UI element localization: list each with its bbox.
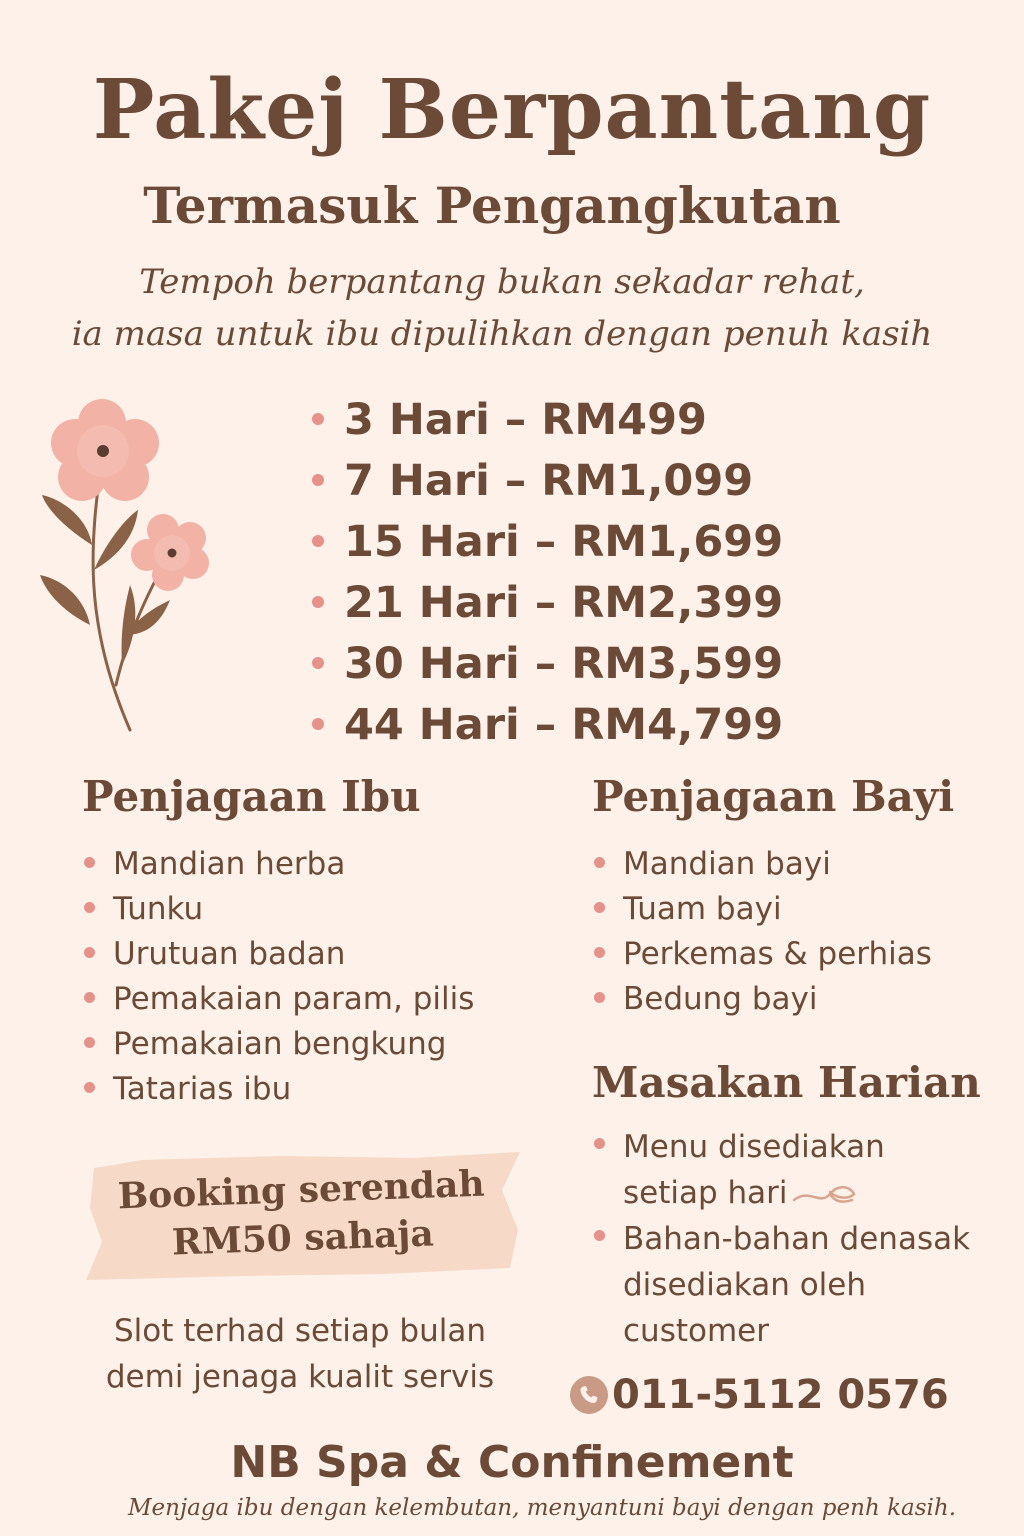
- booking-line-2: RM50 sahaja: [171, 1212, 435, 1264]
- package-item: 3 Hari – RM499: [312, 390, 783, 451]
- bullet-icon: [594, 857, 605, 868]
- contact-phone[interactable]: [570, 1372, 949, 1418]
- package-price-list: [312, 390, 783, 756]
- bullet-icon: [84, 857, 95, 868]
- footer-slogan: Menjaga ibu dengan kelembutan, menyantuni bayi dengan penh kasih.: [127, 1495, 957, 1521]
- bullet-icon: [84, 1037, 95, 1048]
- baby-care-title: Penjagaan Bayi: [592, 772, 955, 821]
- bullet-icon: [84, 992, 95, 1003]
- tagline: [0, 256, 1014, 360]
- bullet-icon: [594, 902, 605, 913]
- slot-note: [70, 1308, 530, 1400]
- package-item: 21 Hari – RM2,399: [312, 573, 783, 634]
- list-item: Perkemas & perhias: [594, 932, 932, 977]
- package-item: 44 Hari – RM4,799: [312, 695, 783, 756]
- booking-offer: [80, 1158, 523, 1269]
- list-item: Pemakaian param, pilis: [84, 977, 474, 1022]
- flower-illustration: [30, 385, 230, 745]
- pink-flower-icon-small: [131, 514, 209, 591]
- bullet-icon: [594, 947, 605, 958]
- list-item: Tuam bayi: [594, 887, 932, 932]
- bullet-icon: [84, 947, 95, 958]
- pink-flower-icon-large: [51, 399, 159, 501]
- booking-line-1: Booking serendah: [117, 1162, 486, 1218]
- phone-number: 011-5112 0576: [612, 1372, 949, 1418]
- list-item: Mandian bayi: [594, 842, 932, 887]
- mother-care-list: [84, 842, 474, 1112]
- bullet-icon: [312, 413, 324, 425]
- list-item: Mandian herba: [84, 842, 474, 887]
- package-item: 30 Hari – RM3,599: [312, 634, 783, 695]
- bullet-icon: [594, 992, 605, 1003]
- page-title: Pakej Berpantang: [92, 62, 932, 158]
- list-item: Bedung bayi: [594, 977, 932, 1022]
- slot-note-line-1: Slot terhad setiap bulan: [114, 1313, 486, 1349]
- daily-meals-list: [594, 1124, 983, 1354]
- daily-meals-title: Masakan Harian: [592, 1058, 981, 1107]
- list-item: Tunku: [84, 887, 474, 932]
- tagline-line-1: Tempoh berpantang bukan sekadar rehat,: [139, 262, 865, 302]
- list-item: Bahan-bahan denasak disediakan oleh customer: [594, 1216, 983, 1354]
- bullet-icon: [312, 535, 324, 547]
- brand-name: NB Spa & Confinement: [230, 1437, 794, 1488]
- ribbon-doodle-icon: [790, 1178, 860, 1208]
- package-item: 15 Hari – RM1,699: [312, 512, 783, 573]
- bullet-icon: [84, 1082, 95, 1093]
- bullet-icon: [312, 657, 324, 669]
- package-item: 7 Hari – RM1,099: [312, 451, 783, 512]
- bullet-icon: [594, 1138, 605, 1149]
- list-item: Tatarias ibu: [84, 1067, 474, 1112]
- page-subtitle: Termasuk Pengangkutan: [143, 176, 841, 235]
- baby-care-list: [594, 842, 932, 1022]
- bullet-icon: [312, 474, 324, 486]
- bullet-icon: [594, 1230, 605, 1241]
- tagline-line-2: ia masa untuk ibu dipulihkan dengan penuh kasih: [71, 314, 933, 354]
- slot-note-line-2: demi jenaga kualit servis: [105, 1359, 495, 1395]
- phone-icon: [570, 1376, 608, 1414]
- bullet-icon: [312, 596, 324, 608]
- list-item: Urutuan badan: [84, 932, 474, 977]
- list-item: Pemakaian bengkung: [84, 1022, 474, 1067]
- bullet-icon: [312, 718, 324, 730]
- list-item: Menu disediakan setiap hari: [594, 1124, 983, 1216]
- bullet-icon: [84, 902, 95, 913]
- mother-care-title: Penjagaan Ibu: [82, 772, 421, 821]
